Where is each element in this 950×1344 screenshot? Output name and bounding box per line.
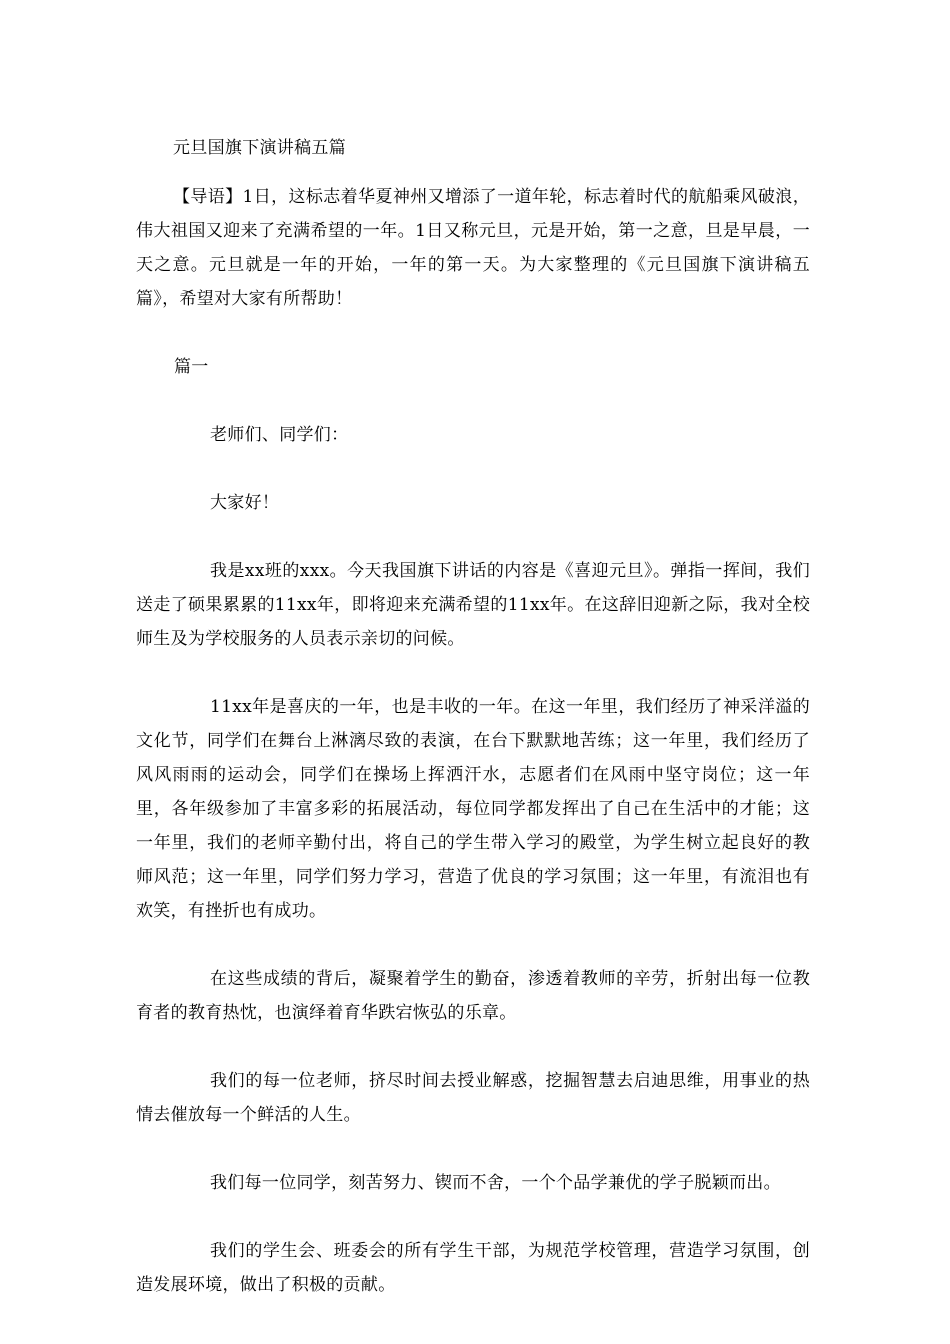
section-heading: 篇一: [174, 357, 209, 377]
body-paragraph: 我们的学生会、班委会的所有学生干部，为规范学校管理，营造学习氛围，创造发展环境，做出了积极的贡献。: [136, 1241, 810, 1295]
greeting-line: 大家好！: [210, 493, 280, 513]
body-paragraph: 我们每一位同学，刻苦努力、锲而不舍，一个个品学兼优的学子脱颖而出。: [210, 1173, 781, 1193]
intro-paragraph: 【导语】1日，这标志着华夏神州又增添了一道年轮，标志着时代的航船乘风破浪，伟大祖国又迎来了充满希望的一年。1日又称元旦，元是开始，第一之意，旦是早晨，一天之意。元旦就是一年的开始，一年的第一天。为大家整理的《元旦国旗下演讲稿五篇》，希望对大家有所帮助！: [136, 187, 810, 309]
salutation-line: 老师们、同学们：: [210, 425, 349, 445]
document-body: [136, 131, 810, 1302]
document-title: 元旦国旗下演讲稿五篇: [173, 138, 346, 158]
body-paragraph: 我是xx班的xxx。今天我国旗下讲话的内容是《喜迎元旦》。弹指一挥间，我们送走了硕果累累的11xx年，即将迎来充满希望的11xx年。在这辞旧迎新之际，我对全校师生及为学校服务的人员表示亲切的问候。: [136, 561, 810, 649]
body-paragraph: 我们的每一位老师，挤尽时间去授业解惑，挖掘智慧去启迪思维，用事业的热情去催放每一个鲜活的人生。: [136, 1071, 810, 1125]
body-paragraph: 在这些成绩的背后，凝聚着学生的勤奋，渗透着教师的辛劳，折射出每一位教育者的教育热忱，也演绎着育华跌宕恢弘的乐章。: [136, 969, 810, 1023]
body-paragraph: 11xx年是喜庆的一年，也是丰收的一年。在这一年里，我们经历了神采洋溢的文化节，同学们在舞台上淋漓尽致的表演，在台下默默地苦练；这一年里，我们经历了风风雨雨的运动会，同学们在操场上挥洒汗水，志愿者们在风雨中坚守岗位；这一年里，各年级参加了丰富多彩的拓展活动，每位同学都发挥出了自己在生活中的才能；这一年里，我们的老师辛勤付出，将自己的学生带入学习的殿堂，为学生树立起良好的教师风范；这一年里，同学们努力学习，营造了优良的学习氛围；这一年里，有流泪也有欢笑，有挫折也有成功。: [136, 697, 810, 921]
